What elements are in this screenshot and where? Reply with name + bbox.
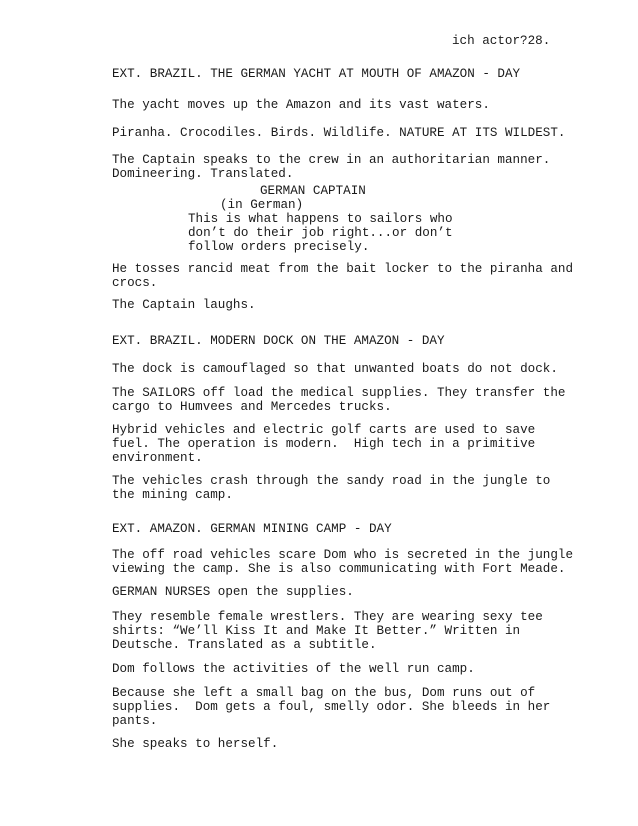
- action-line: Because she left a small bag on the bus, Dom runs out of: [112, 686, 536, 700]
- dialogue-line: don’t do their job right...or don’t: [188, 226, 453, 240]
- action-line: The SAILORS off load the medical supplies. They transfer the: [112, 386, 566, 400]
- action-line: fuel. The operation is modern. High tech in a primitive: [112, 437, 536, 451]
- action-line: Deutsche. Translated as a subtitle.: [112, 638, 377, 652]
- parenthetical: (in German): [220, 198, 304, 212]
- action-line: Domineering. Translated.: [112, 167, 294, 181]
- action-line: cargo to Humvees and Mercedes trucks.: [112, 400, 392, 414]
- action-line: They resemble female wrestlers. They are wearing sexy tee: [112, 610, 543, 624]
- character-name: GERMAN CAPTAIN: [260, 184, 366, 198]
- action-line: environment.: [112, 451, 203, 465]
- action-line: The Captain laughs.: [112, 298, 256, 312]
- action-line: Hybrid vehicles and electric golf carts are used to save: [112, 423, 536, 437]
- action-line: GERMAN NURSES open the supplies.: [112, 585, 354, 599]
- action-line: pants.: [112, 714, 158, 728]
- action-line: The Captain speaks to the crew in an authoritarian manner.: [112, 153, 551, 167]
- action-line: The off road vehicles scare Dom who is secreted in the jungle: [112, 548, 574, 562]
- action-line: The vehicles crash through the sandy road in the jungle to: [112, 474, 551, 488]
- action-line: The dock is camouflaged so that unwanted boats do not dock.: [112, 362, 558, 376]
- action-line: crocs.: [112, 276, 158, 290]
- action-line: The yacht moves up the Amazon and its vast waters.: [112, 98, 490, 112]
- action-line: supplies. Dom gets a foul, smelly odor. She bleeds in her: [112, 700, 551, 714]
- action-line: shirts: “We’ll Kiss It and Make It Better.” Written in: [112, 624, 521, 638]
- action-line: Piranha. Crocodiles. Birds. Wildlife. NATURE AT ITS WILDEST.: [112, 126, 566, 140]
- dialogue-line: follow orders precisely.: [188, 240, 370, 254]
- scene-heading: EXT. AMAZON. GERMAN MINING CAMP - DAY: [112, 522, 392, 536]
- action-line: the mining camp.: [112, 488, 233, 502]
- action-line: She speaks to herself.: [112, 737, 279, 751]
- scene-heading: EXT. BRAZIL. THE GERMAN YACHT AT MOUTH OF AMAZON - DAY: [112, 67, 521, 81]
- scene-heading: EXT. BRAZIL. MODERN DOCK ON THE AMAZON - DAY: [112, 334, 445, 348]
- action-line: viewing the camp. She is also communicating with Fort Meade.: [112, 562, 566, 576]
- page-header: ich actor?28.: [452, 34, 551, 48]
- dialogue-line: This is what happens to sailors who: [188, 212, 453, 226]
- action-line: Dom follows the activities of the well run camp.: [112, 662, 475, 676]
- action-line: He tosses rancid meat from the bait locker to the piranha and: [112, 262, 574, 276]
